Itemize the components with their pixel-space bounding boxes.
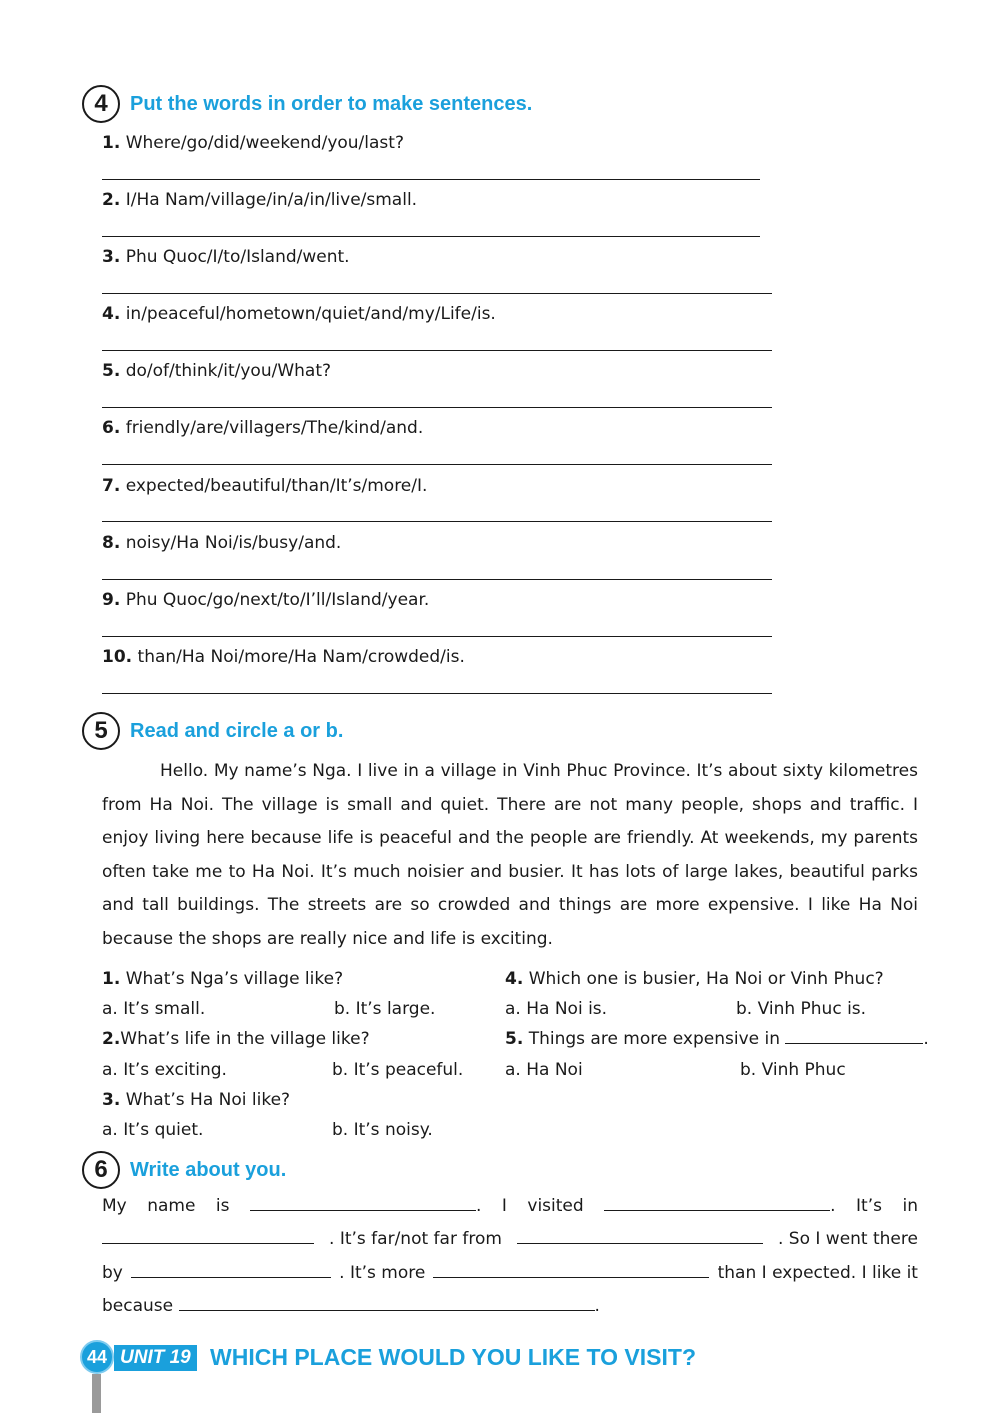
answer-line[interactable] (102, 236, 760, 237)
section-4-header (82, 85, 532, 123)
writing-text: It’s (856, 1196, 882, 1216)
fill-blank[interactable] (179, 1296, 595, 1311)
reading-passage: Hello. My name’s Nga. I live in a village in Vinh Phuc Province. It’s about sixty kilometres from Ha Noi. The village is small and quiet. There are not many people, shops and traffic. I enjoy living here because life is peaceful and the people are friendly. At weekends, my parents often take me to Ha Noi. It’s much noisier and busier. It has lots of large lakes, beautiful parks and tall buildings. The streets are so crowded and things are more expensive. I like Ha Noi because the shops are really nice and life is exciting. (102, 761, 918, 949)
fill-blank[interactable] (131, 1263, 331, 1278)
item-number: 6. (102, 418, 121, 438)
item-text: do/of/think/it/you/What? (125, 361, 332, 381)
writing-text: in (902, 1196, 918, 1216)
question-number: 2. (102, 1029, 121, 1049)
unit-title: WHICH PLACE WOULD YOU LIKE TO VISIT? (210, 1344, 696, 1370)
item-text: I/Ha Nam/village/in/a/in/live/small. (125, 190, 418, 210)
answer-line[interactable] (102, 407, 772, 408)
item-text: noisy/Ha Noi/is/busy/and. (125, 533, 342, 553)
question (102, 1090, 290, 1110)
exercise-item (102, 476, 427, 496)
writing-text: by (102, 1263, 123, 1283)
exercise-item (102, 190, 417, 210)
writing-line (102, 1296, 600, 1316)
question-number: 3. (102, 1090, 121, 1110)
writing-line (102, 1263, 918, 1283)
question-text: What’s Nga’s village like? (125, 969, 344, 989)
exercise-item (102, 533, 341, 553)
question-text: Things are more expensive in (528, 1029, 780, 1049)
section-number: 4 (82, 85, 120, 123)
footer-bar (92, 1374, 101, 1413)
question-text: What’s life in the village like? (120, 1029, 370, 1049)
option-a[interactable]: a. Ha Noi is. (505, 999, 608, 1019)
question-text: What’s Ha Noi like? (125, 1090, 291, 1110)
fill-blank[interactable] (604, 1196, 830, 1211)
question (505, 1029, 929, 1049)
exercise-item (102, 361, 331, 381)
exercise-item (102, 418, 423, 438)
writing-text: . It’s far/not far from (329, 1229, 502, 1249)
answer-line[interactable] (102, 179, 760, 180)
item-number: 7. (102, 476, 121, 496)
fill-blank[interactable] (433, 1263, 709, 1278)
option-a[interactable]: a. It’s exciting. (102, 1060, 227, 1080)
section-title: Write about you. (130, 1158, 287, 1181)
section-title: Read and circle a or b. (130, 719, 344, 742)
item-number: 9. (102, 590, 121, 610)
option-b[interactable]: b. It’s large. (334, 999, 436, 1019)
item-number: 4. (102, 304, 121, 324)
option-b[interactable]: b. Vinh Phuc is. (736, 999, 867, 1019)
item-number: 10. (102, 647, 133, 667)
writing-text: is (215, 1196, 230, 1216)
section-number: 6 (82, 1151, 120, 1189)
question-number: 5. (505, 1029, 524, 1049)
option-b[interactable]: b. It’s noisy. (332, 1120, 433, 1140)
item-text: than/Ha Noi/more/Ha Nam/crowded/is. (137, 647, 465, 667)
fill-blank[interactable] (250, 1196, 476, 1211)
answer-line[interactable] (102, 521, 772, 522)
writing-text: . So I went there (777, 1229, 918, 1249)
item-text: Phu Quoc/I/to/Island/went. (125, 247, 350, 267)
item-text: Phu Quoc/go/next/to/I’ll/Island/year. (125, 590, 430, 610)
option-a[interactable]: a. It’s quiet. (102, 1120, 204, 1140)
option-a[interactable]: a. It’s small. (102, 999, 206, 1019)
fill-blank[interactable] (517, 1229, 763, 1244)
answer-line[interactable] (102, 464, 772, 465)
answer-line[interactable] (102, 350, 772, 351)
answer-line[interactable] (102, 636, 772, 637)
question-number: 1. (102, 969, 121, 989)
question-number: 4. (505, 969, 524, 989)
question (505, 969, 884, 989)
writing-text: . (594, 1296, 600, 1316)
question (102, 969, 343, 989)
question-text: Which one is busier, Ha Noi or Vinh Phuc? (528, 969, 884, 989)
exercise-item (102, 590, 429, 610)
option-a[interactable]: a. Ha Noi (505, 1060, 583, 1080)
item-number: 2. (102, 190, 121, 210)
answer-line[interactable] (102, 293, 772, 294)
writing-text: I (501, 1196, 507, 1216)
writing-text: . (830, 1196, 836, 1216)
section-6-header (82, 1151, 286, 1189)
writing-text: name (147, 1196, 196, 1216)
item-text: friendly/are/villagers/The/kind/and. (125, 418, 424, 438)
section-5-header (82, 712, 343, 750)
section-title: Put the words in order to make sentences. (130, 92, 533, 115)
writing-text: visited (527, 1196, 584, 1216)
writing-line (102, 1196, 918, 1216)
exercise-item (102, 247, 350, 267)
answer-line[interactable] (102, 693, 772, 694)
writing-text: My (102, 1196, 127, 1216)
item-text: expected/beautiful/than/It’s/more/I. (125, 476, 428, 496)
item-number: 5. (102, 361, 121, 381)
item-number: 8. (102, 533, 121, 553)
writing-text: . It’s more (339, 1263, 426, 1283)
section-number: 5 (82, 712, 120, 750)
answer-line[interactable] (102, 579, 772, 580)
writing-line (102, 1229, 918, 1249)
question-end: . (923, 1029, 929, 1049)
option-b[interactable]: b. It’s peaceful. (332, 1060, 464, 1080)
question (102, 1029, 370, 1049)
item-text: in/peaceful/hometown/quiet/and/my/Life/is. (125, 304, 496, 324)
item-number: 1. (102, 133, 121, 153)
writing-text: because (102, 1296, 174, 1316)
writing-text: . (476, 1196, 482, 1216)
item-text: Where/go/did/weekend/you/last? (125, 133, 404, 153)
item-number: 3. (102, 247, 121, 267)
unit-label: UNIT 19 (114, 1345, 197, 1371)
exercise-item (102, 647, 465, 667)
page-number: 44 (80, 1340, 114, 1374)
fill-blank[interactable] (102, 1229, 314, 1244)
writing-text: than I expected. I like it (717, 1263, 918, 1283)
option-b[interactable]: b. Vinh Phuc (740, 1060, 846, 1080)
fill-blank[interactable] (785, 1029, 923, 1044)
exercise-item (102, 304, 496, 324)
exercise-item (102, 133, 404, 153)
